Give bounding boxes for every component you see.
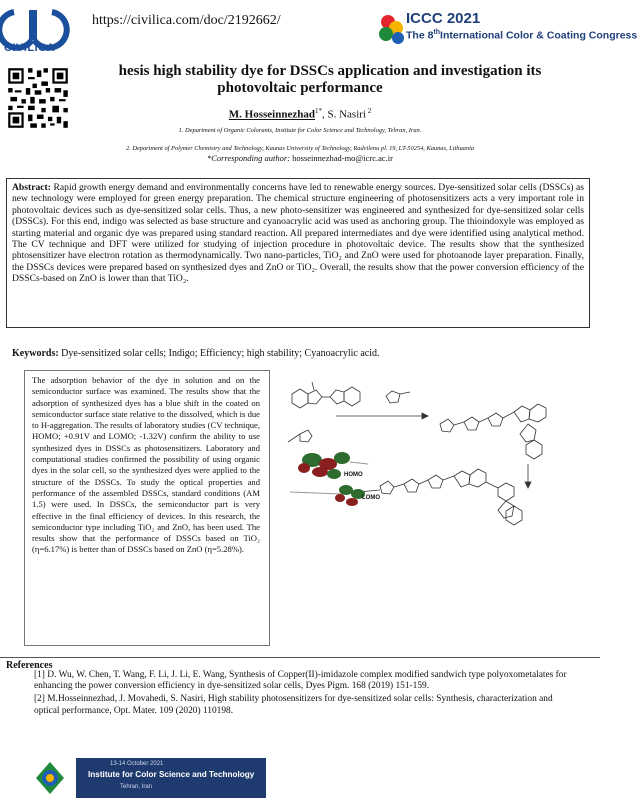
institute-logo [30, 758, 70, 798]
body-text: The adsorption behavior of the dye in solution and on the semiconductor surface was examined. The results show that the adsorption of synthesized dyes has a blue shift in the coated on semiconductor surface state relative to the dissolved, which is due to H-aggregation. The results of laboratory studies (CV technique, HOMO; +0.91V and LOMO; -1.32V) confirm the ability to use synthesized dyes in DSSCs as photosensitizers. Laboratory and computational studies confirmed the possibility of using organic dyes in the solar cell, so the synthesized dyes were applied to the structure of the DSSCs. To study the optical properties and performance of the assembled DSSCs, standard conditions (AM 1.5) were used. In DSSCs, the semiconductor part is very effective in the final efficiency of devices. In this research, the semiconductor type including TiO₂ and ZnO, has been used. The results show that the performance of DSSCs based on TiO₂ (η=6.17%) is better than of DSSCs based on ZnO (η=5.28%). [32, 375, 260, 555]
abstract-label: Abstract: [12, 182, 51, 193]
civilica-logo-text: CIVILICA [4, 42, 56, 54]
homo-label: HOMO [344, 472, 363, 478]
conference-title: ICCC 2021 [406, 10, 481, 27]
paper-title-line-1: hesis high stability dye for DSSCs application and investigation its [118, 63, 542, 79]
keywords [12, 348, 592, 359]
document-url[interactable]: https://civilica.com/doc/2192662/ [92, 13, 281, 28]
corresponding-author: *Corresponding author: hosseinnezhad-mo@icrc.ac.ir [207, 153, 393, 163]
reference-item: [2] M.Hosseinnezhad, J. Movahedi, S. Nasiri, High stability photosensitizers for dye-sensitized solar cells: Synthesis, characterization and optical performance, Opt. Mater. 109 (2020) 110198. [34, 694, 553, 716]
conference-subtitle: The 8thInternational Color & Coating Congress [406, 29, 637, 42]
author-1: M. Hosseinnezhad [228, 108, 315, 121]
synthesis-scheme-figure [282, 372, 582, 552]
lomo-orbital-image [290, 485, 365, 506]
affiliation-2: 2. Department of Polymer Chemistry and Technology, Kaunas University of Technology, Radvilenu pl. 19, LT-50254, Kaunas, Lithuania [125, 145, 475, 152]
footer-institute: Institute for Color Science and Technology [88, 770, 255, 779]
references-heading: References [6, 660, 53, 671]
references-divider [0, 657, 600, 658]
abstract-box [6, 178, 590, 328]
footer-date: 13-14 October 2021 [110, 761, 164, 767]
keywords-text: Dye-sensitized solar cells; Indigo; Efficiency; high stability; Cyanoacrylic acid. [58, 348, 380, 359]
reference-item: [1] D. Wu, W. Chen, T. Wang, F. Li, J. Li, E. Wang, Synthesis of Copper(II)-imidazole complex modified sandwich type polyoxometalates for enhancing the power conversion efficiency in dye-sensitized solar cells, Dyes Pigm. 168 (2019) 151-159. [34, 670, 567, 692]
lomo-label: LOMO [362, 495, 380, 501]
author-2: S. Nasiri [327, 108, 366, 121]
affiliation-1: 1. Department of Organic Colorants, Institute for Color Science and Technology, Tehran, Iran. [178, 127, 422, 134]
references-list [34, 670, 574, 719]
corresponding-email: hosseinnezhad-mo@icrc.ac.ir [290, 153, 393, 163]
paper-title-line-2: photovoltaic performance [217, 80, 383, 96]
author-list: M. Hosseinnezhad$^{1*}$, S. Nasiri $^2$ [228, 107, 372, 121]
keywords-label: Keywords: [12, 348, 59, 359]
abstract-text: Rapid growth energy demand and environmentally concerns have led to renewable energy sources. Dye-sensitized solar cells (DSSCs) as new technology were employed for green energy preparation. The chemical structure engineering of photosensitizers acts a very important role in photovoltaic devices such as dye-sensitized solar cells. Thus, a new photo-sensitizer was engineered and synthesized for dye-sensitized solar cells (DSSCs). For this end, indigo was selected as base structure and cyanoacrylic acid was used as anchoring group. The thioindoxyle was employed as starting material and organic dye was prepared using standard reaction. All prepared intermediates and dye were identified using analytical method. The CV technique and DFT were utilized for studying of injection procedure in photovoltaic device. The results show that the synthesized phtosensitizer have electron rotation as thermodynamically. Two nano-particles, TiO₂ and ZnO were used for photoanode layer preparation. Finally, the DSSCs devices were prepared based on synthesized dyes and ZnO or TiO₂. Overall, the results show that the power conversion efficiency of the DSSCs-based on ZnO is lower than that TiO₂. [12, 182, 584, 285]
footer-city: Tehran, Iran [120, 784, 153, 790]
